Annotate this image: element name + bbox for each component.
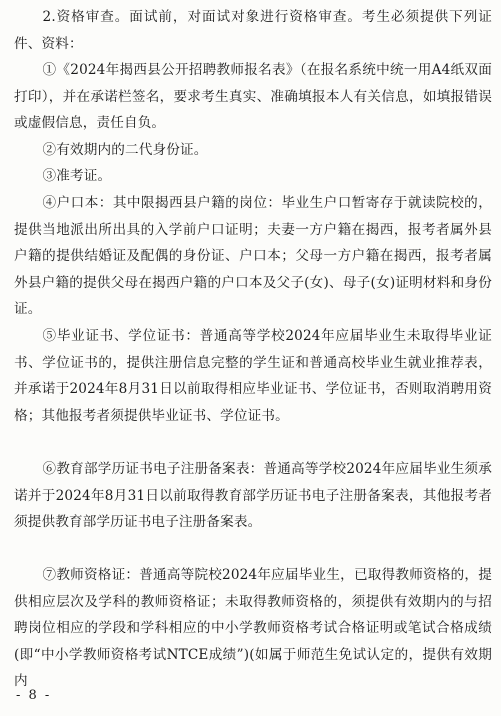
paragraph-item-3-admission-ticket: ③准考证。	[42, 168, 112, 184]
paragraph-item-4-household-register: ④户口本：其中限揭西县户籍的岗位：毕业生户口暂寄存于就读院校的，提供当地派出所出具的入学前户口证明；夫妻一方户籍在揭西，报考者属外县户籍的提供结婚证及配偶的身份证、户口本；父母一方户籍在揭西，报考者属外县户籍的提供父母在揭西户籍的户口本及父子(女)、母子(女)证明材料和身份证。	[14, 195, 492, 317]
paragraph-item-7-teacher-certificate: ⑦教师资格证：普通高等院校2024年应届毕业生，已取得教师资格的，提供相应层次及学科的教师资格证；未取得教师资格的，须提供有效期内的与招聘岗位相应的学段和学科相应的中小学教师资格考试合格证明或笔试合格成绩(即“中小学教师资格考试NTCE成绩”)(如属于师范生免试认定的，提供有效期内	[14, 567, 492, 689]
paragraph-item-1-registration-form: ①《2024年揭西县公开招聘教师报名表》（在报名系统中统一用A4纸双面打印），并在承诺栏签名，要求考生真实、准确填报本人有关信息，如填报错误或虚假信息，责任自负。	[14, 62, 492, 131]
paragraph-item-6-education-registration: ⑥教育部学历证书电子注册备案表：普通高等学校2024年应届毕业生须承诺并于2024年8月31日以前取得教育部学历证书电子注册备案表，其他报考者须提供教育部学历证书电子注册备案表。	[14, 461, 492, 530]
paragraph-item-2-id-card: ②有效期内的二代身份证。	[42, 142, 208, 158]
paragraph-qualification-review: 2.资格审查。面试前，对面试对象进行资格审查。考生必须提供下列证件、资料：	[14, 9, 492, 52]
page-number: - 8 -	[16, 688, 52, 703]
paragraph-item-5-diploma-degree: ⑤毕业证书、学位证书：普通高等学校2024年应届毕业生未取得毕业证书、学位证书的，提供注册信息完整的学生证和普通高校毕业生就业推荐表，并承诺于2024年8月31日以前取得相应毕业证书、学位证书，否则取消聘用资格；其他报考者须提供毕业证书、学位证书。	[14, 328, 492, 424]
